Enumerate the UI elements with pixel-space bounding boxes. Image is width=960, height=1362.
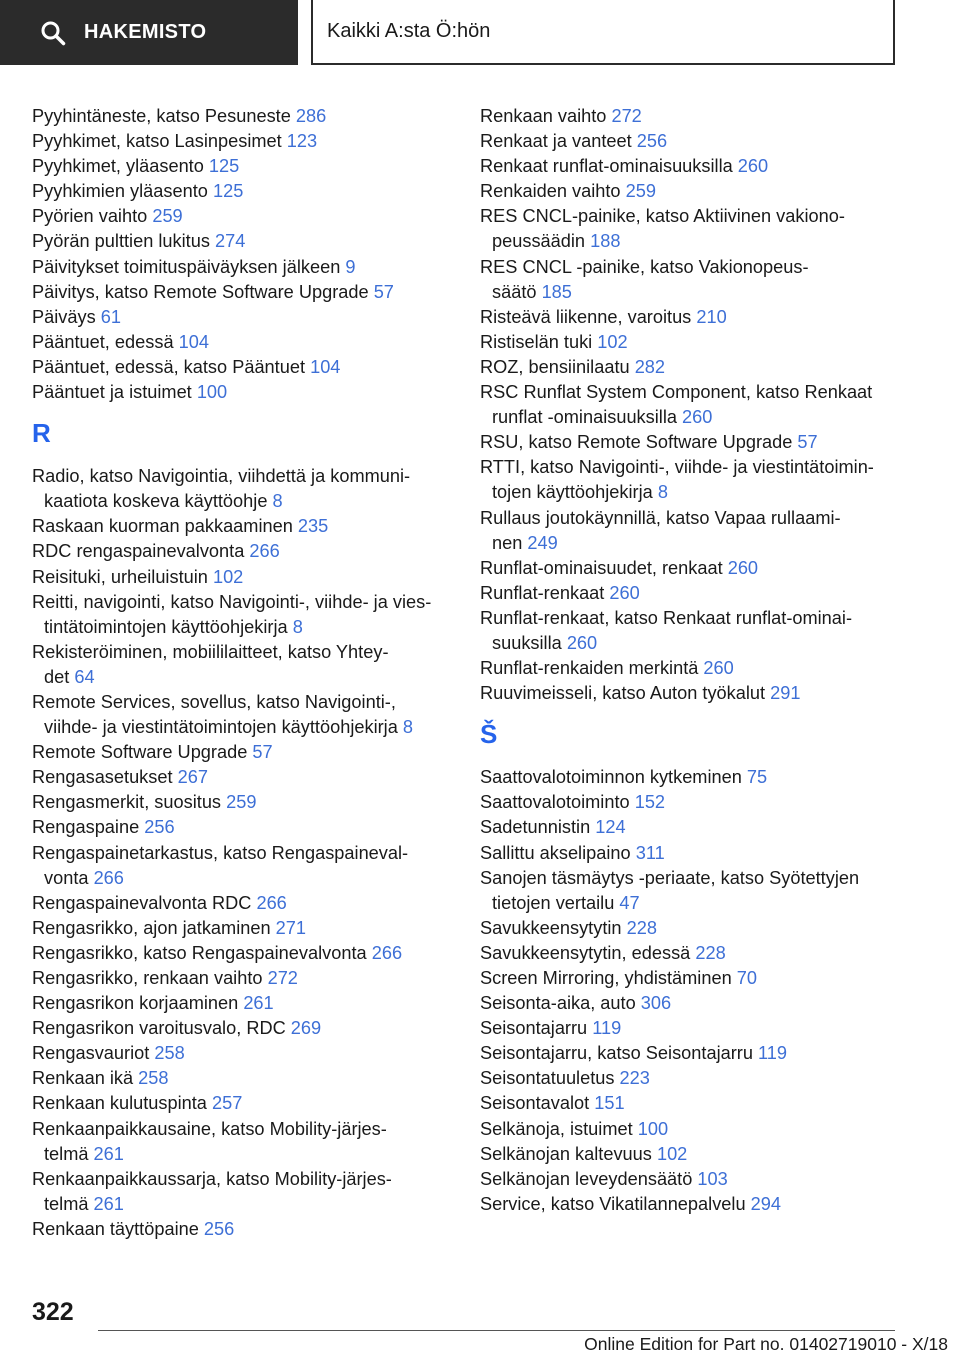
index-entry <box>32 690 452 740</box>
entry-text: Reisituki, urheiluistuin <box>32 566 208 587</box>
entry-text: Seisonta-aika, auto <box>480 993 636 1014</box>
index-entry <box>480 330 920 355</box>
entry-text: Renkaan kulutuspinta <box>32 1093 207 1114</box>
index-entry <box>32 1016 452 1041</box>
entry-text: Rengasvauriot <box>32 1043 150 1064</box>
index-entry <box>32 330 452 355</box>
entry-text: Runflat-renkaat, katso Renkaat runflat-ominai‐ <box>480 607 853 628</box>
entry-text: Rengasmerkit, suositus <box>32 792 222 813</box>
entry-text: Seisontatuuletus <box>480 1068 615 1089</box>
entry-text: Renkaat runflat-ominaisuuksilla <box>480 156 733 177</box>
entry-text: Rengaspainetarkastus, katso Rengaspaineval‐ <box>32 842 409 863</box>
page-reference-link[interactable]: 259 <box>152 206 183 227</box>
page-number: 322 <box>32 1298 74 1326</box>
index-entry <box>32 790 452 815</box>
index-entry <box>32 565 452 590</box>
index-entry <box>480 765 920 790</box>
entry-text: Runflat-ominaisuudet, renkaat <box>480 557 723 578</box>
index-entry <box>32 1167 452 1217</box>
page-reference-link[interactable]: 260 <box>703 658 734 679</box>
page-reference-link[interactable]: 272 <box>267 968 298 988</box>
index-entry <box>32 204 452 229</box>
entry-text: Päivitykset toimituspäiväyksen jälkeen <box>32 256 341 277</box>
index-entry <box>32 966 452 991</box>
page-reference-link[interactable]: 235 <box>297 516 329 537</box>
entry-text: Seisontajarru, katso Seisontajarru <box>480 1043 753 1064</box>
index-entry <box>480 556 920 581</box>
index-entry <box>480 1192 920 1217</box>
entry-text: Saattovalotoiminnon kytkeminen <box>480 767 742 788</box>
page-reference-link[interactable]: 185 <box>541 281 572 302</box>
index-entry <box>32 640 452 690</box>
index-entry <box>32 916 452 941</box>
index-entry <box>480 581 920 606</box>
index-entry <box>32 740 452 765</box>
entry-text: Rengaspaine <box>32 817 140 838</box>
entry-text: RDC rengaspainevalvonta <box>32 541 245 562</box>
entry-text: Selkänojan kaltevuus <box>480 1143 652 1164</box>
index-entry <box>32 765 452 790</box>
page-reference-link[interactable]: 258 <box>154 1043 185 1064</box>
page-reference-link[interactable]: 57 <box>373 281 394 302</box>
entry-text: peussäädin <box>492 231 586 252</box>
page-reference-link[interactable]: 64 <box>74 666 95 687</box>
page-reference-link[interactable]: 266 <box>249 541 280 562</box>
index-entry <box>480 815 920 840</box>
page-reference-link[interactable]: 286 <box>295 106 327 126</box>
entry-text: RTTI, katso Navigointi-, viihde- ja viestintätoimin‐ <box>480 457 874 478</box>
page-reference-link[interactable]: 256 <box>203 1218 235 1239</box>
index-entry <box>480 866 920 916</box>
index-entry <box>480 104 920 129</box>
index-entry <box>480 355 920 380</box>
page-reference-link[interactable]: 306 <box>640 993 672 1014</box>
index-entry <box>480 1066 920 1091</box>
section-letter: Š <box>480 719 498 750</box>
index-entry <box>480 966 920 991</box>
entry-text: Saattovalotoiminto <box>480 792 630 813</box>
page-reference-link[interactable]: 8 <box>657 482 668 503</box>
entry-list <box>480 104 920 706</box>
page-reference-link[interactable]: 261 <box>93 1193 124 1214</box>
index-entry <box>32 154 452 179</box>
index-entry <box>480 606 920 656</box>
index-entry <box>32 1066 452 1091</box>
page-reference-link[interactable]: 124 <box>595 817 626 838</box>
entry-text: Pyyhintäneste, katso Pesuneste <box>32 106 291 126</box>
page-reference-link[interactable]: 256 <box>144 817 175 838</box>
index-entry <box>480 1117 920 1142</box>
entry-list <box>32 464 452 1242</box>
page-reference-link[interactable]: 269 <box>290 1018 322 1039</box>
entry-text: telmä <box>44 1143 89 1164</box>
index-entry <box>480 841 920 866</box>
index-tab-button[interactable] <box>0 0 298 65</box>
page-reference-link[interactable]: 260 <box>566 632 598 653</box>
page-reference-link[interactable]: 70 <box>736 968 757 988</box>
page-reference-link[interactable]: 103 <box>697 1168 728 1189</box>
index-entry <box>32 1217 452 1242</box>
entry-text: suuksilla <box>492 632 562 653</box>
index-entry <box>480 1142 920 1167</box>
index-entry <box>32 464 452 514</box>
index-entry <box>480 380 920 430</box>
entry-text: Rengasrikko, katso Rengaspainevalvonta <box>32 942 367 963</box>
entry-text: Pääntuet ja istuimet <box>32 382 192 403</box>
index-entry <box>32 255 452 280</box>
index-entry <box>32 514 452 539</box>
index-entry <box>480 154 920 179</box>
page-reference-link[interactable]: 228 <box>626 917 657 938</box>
page-reference-link[interactable]: 261 <box>93 1143 124 1164</box>
index-entry <box>32 104 452 129</box>
page-reference-link[interactable]: 9 <box>345 256 356 277</box>
entry-text: nen <box>492 532 523 553</box>
page-reference-link[interactable]: 259 <box>625 181 656 202</box>
page-reference-link[interactable]: 100 <box>196 382 228 403</box>
entry-text: Rengasrikon varoitusvalo, RDC <box>32 1018 286 1039</box>
index-entry <box>480 790 920 815</box>
index-entry <box>32 280 452 305</box>
edition-note: Online Edition for Part no. 01402719010 - X/18 <box>584 1334 948 1354</box>
index-entry <box>480 129 920 154</box>
page-reference-link[interactable]: 104 <box>310 356 341 377</box>
entry-text: RSU, katso Remote Software Upgrade <box>480 432 793 453</box>
page-reference-link[interactable]: 8 <box>292 616 303 637</box>
index-entry <box>32 1117 452 1167</box>
entry-text: Runflat-renkaiden merkintä <box>480 658 699 679</box>
page-reference-link[interactable]: 104 <box>178 331 209 352</box>
page-reference-link[interactable]: 102 <box>597 331 628 352</box>
page-reference-link[interactable]: 249 <box>527 532 558 553</box>
entry-text: Sadetunnistin <box>480 817 591 838</box>
section-letter: R <box>32 418 51 449</box>
index-entry <box>480 255 920 305</box>
entry-text: Raskaan kuorman pakkaaminen <box>32 516 293 537</box>
index-entry <box>480 991 920 1016</box>
index-tab-label: HAKEMISTO <box>84 21 207 43</box>
index-entry <box>480 1091 920 1116</box>
page-reference-link[interactable]: 282 <box>634 356 666 377</box>
page-reference-link[interactable]: 75 <box>746 767 768 788</box>
entry-text: Rengasrikko, ajon jatkaminen <box>32 917 271 938</box>
page-reference-link[interactable]: 258 <box>138 1068 169 1089</box>
index-column-right <box>480 104 920 1217</box>
page-reference-link[interactable]: 261 <box>243 993 274 1014</box>
entry-text: Seisontajarru <box>480 1018 588 1039</box>
page-reference-link[interactable]: 223 <box>619 1068 650 1089</box>
entry-text: Sallittu akselipaino <box>480 842 631 863</box>
page-reference-link[interactable]: 294 <box>750 1193 781 1214</box>
index-entry <box>480 681 920 706</box>
page-reference-link[interactable]: 188 <box>590 231 621 252</box>
entry-text: Renkaanpaikkausaine, katso Mobility-järjes‐ <box>32 1118 387 1139</box>
page-reference-link[interactable]: 47 <box>619 892 640 913</box>
index-entry <box>32 229 452 254</box>
entry-text: Runflat-renkaat <box>480 582 605 603</box>
entry-text: säätö <box>492 281 537 302</box>
page-reference-link[interactable]: 119 <box>592 1018 622 1039</box>
page-reference-link[interactable]: 311 <box>635 842 665 863</box>
index-entry <box>32 179 452 204</box>
page-reference-link[interactable]: 8 <box>272 491 283 512</box>
entry-text: Rekisteröiminen, mobiililaitteet, katso Yhtey‐ <box>32 641 389 662</box>
entry-text: det <box>44 666 70 687</box>
entry-text: Savukkeensytytin, edessä <box>480 942 691 963</box>
entry-text: tojen käyttöohjekirja <box>492 482 653 503</box>
entry-text: Risteävä liikenne, varoitus <box>480 306 692 327</box>
section-title-tab[interactable] <box>311 0 895 65</box>
index-entry <box>32 380 452 405</box>
page-reference-link[interactable]: 57 <box>797 432 818 453</box>
page-reference-link[interactable]: 152 <box>634 792 666 813</box>
index-entry <box>480 305 920 330</box>
page-reference-link[interactable]: 267 <box>177 767 208 788</box>
page-reference-link[interactable]: 8 <box>402 717 414 738</box>
page-reference-link[interactable]: 256 <box>636 131 668 152</box>
index-entry <box>32 1091 452 1116</box>
search-icon <box>40 20 66 46</box>
page-reference-link[interactable]: 266 <box>371 942 403 963</box>
entry-text: Päivitys, katso Remote Software Upgrade <box>32 281 369 302</box>
index-entry <box>32 539 452 564</box>
section-title-label: Kaikki A:sta Ö:hön <box>327 20 491 42</box>
entry-text: Selkänojan leveydensäätö <box>480 1168 693 1189</box>
index-entry <box>32 891 452 916</box>
page-reference-link[interactable]: 100 <box>637 1118 669 1139</box>
index-entry <box>480 1041 920 1066</box>
page-reference-link[interactable]: 260 <box>737 156 769 177</box>
index-entry <box>32 305 452 330</box>
entry-text: Pyyhkimet, yläasento <box>32 156 204 177</box>
index-entry <box>480 1167 920 1192</box>
index-entry <box>480 430 920 455</box>
entry-text: RES CNCL-painike, katso Aktiivinen vakiono‐ <box>480 206 845 227</box>
entry-text: tietojen vertailu <box>492 892 615 913</box>
index-entry <box>480 1016 920 1041</box>
page-reference-link[interactable]: 266 <box>93 867 124 888</box>
entry-text: Renkaan vaihto <box>480 106 607 126</box>
entry-text: Rullaus joutokäynnillä, katso Vapaa rullaami‐ <box>480 507 841 528</box>
page-reference-link[interactable]: 151 <box>594 1093 625 1114</box>
entry-text: Rengaspainevalvonta RDC <box>32 892 252 913</box>
entry-text: RES CNCL -painike, katso Vakionopeus‐ <box>480 256 809 277</box>
index-column-left <box>32 104 452 1242</box>
page-reference-link[interactable]: 228 <box>695 942 726 963</box>
page-reference-link[interactable]: 257 <box>211 1093 243 1114</box>
page-reference-link[interactable]: 271 <box>275 917 307 938</box>
entry-text: Renkaat ja vanteet <box>480 131 632 152</box>
page-reference-link[interactable]: 260 <box>727 557 759 578</box>
index-entry <box>32 1041 452 1066</box>
footer-divider <box>98 1330 895 1331</box>
entry-text: Pyörän pulttien lukitus <box>32 231 210 252</box>
page-reference-link[interactable]: 266 <box>256 892 287 913</box>
entry-text: viihde- ja viestintätoimintojen käyttöohjekirja <box>44 717 398 738</box>
entry-text: Pääntuet, edessä, katso Pääntuet <box>32 356 306 377</box>
entry-list <box>480 765 920 1217</box>
entry-text: Sanojen täsmäytys -periaate, katso Syötettyjen <box>480 867 860 888</box>
entry-text: Remote Software Upgrade <box>32 742 248 763</box>
entry-text: Remote Services, sovellus, katso Navigointi-, <box>32 691 396 712</box>
entry-text: Pääntuet, edessä <box>32 331 174 352</box>
page-reference-link[interactable]: 125 <box>208 156 240 177</box>
page-reference-link[interactable]: 125 <box>212 181 244 202</box>
entry-text: vonta <box>44 867 89 888</box>
entry-text: Ristiselän tuki <box>480 331 593 352</box>
entry-text: Renkaan ikä <box>32 1068 134 1089</box>
page-reference-link[interactable]: 102 <box>212 566 244 587</box>
entry-text: Service, katso Vikatilannepalvelu <box>480 1193 746 1214</box>
page-reference-link[interactable]: 123 <box>286 131 318 152</box>
entry-text: Pyörien vaihto <box>32 206 148 227</box>
entry-text: Reitti, navigointi, katso Navigointi-, viihde- ja vies‐ <box>32 591 432 612</box>
entry-text: Rengasrikko, renkaan vaihto <box>32 968 263 988</box>
page-reference-link[interactable]: 119 <box>758 1043 788 1064</box>
index-entry <box>32 841 452 891</box>
index-entry <box>480 204 920 254</box>
page-reference-link[interactable]: 61 <box>100 306 121 327</box>
page-reference-link[interactable]: 260 <box>682 407 713 428</box>
entry-text: tintätoimintojen käyttöohjekirja <box>44 616 288 637</box>
entry-list <box>32 104 452 405</box>
index-entry <box>32 355 452 380</box>
page-reference-link[interactable]: 210 <box>696 306 727 327</box>
entry-text: RSC Runflat System Component, katso Renkaat <box>480 382 873 403</box>
entry-text: Pyyhkimet, katso Lasinpesimet <box>32 131 282 152</box>
page-reference-link[interactable]: 291 <box>770 683 801 704</box>
index-entry <box>480 179 920 204</box>
entry-text: Renkaan täyttöpaine <box>32 1218 199 1239</box>
entry-text: Pyyhkimien yläasento <box>32 181 208 202</box>
page-reference-link[interactable]: 272 <box>611 106 642 126</box>
index-entry <box>32 991 452 1016</box>
index-entry <box>480 916 920 941</box>
page-reference-link[interactable]: 259 <box>226 792 257 813</box>
index-entry <box>480 506 920 556</box>
entry-text: runflat -ominaisuuksilla <box>492 407 677 428</box>
entry-text: kaatiota koskeva käyttöohje <box>44 491 268 512</box>
index-entry <box>480 941 920 966</box>
entry-text: telmä <box>44 1193 89 1214</box>
page-reference-link[interactable]: 57 <box>252 742 273 763</box>
entry-text: Rengasasetukset <box>32 767 173 788</box>
entry-text: Päiväys <box>32 306 96 327</box>
index-entry <box>32 815 452 840</box>
entry-text: Screen Mirroring, yhdistäminen <box>480 968 732 988</box>
index-entry <box>480 656 920 681</box>
index-entry <box>480 455 920 505</box>
entry-text: Rengasrikon korjaaminen <box>32 993 239 1014</box>
page-reference-link[interactable]: 102 <box>656 1143 688 1164</box>
entry-text: Seisontavalot <box>480 1093 590 1114</box>
index-entry <box>32 941 452 966</box>
index-entry <box>32 129 452 154</box>
page-reference-link[interactable]: 274 <box>215 231 246 252</box>
index-entry <box>32 590 452 640</box>
page-reference-link[interactable]: 260 <box>609 582 640 603</box>
entry-text: Ruuvimeisseli, katso Auton työkalut <box>480 683 766 704</box>
entry-text: Savukkeensytytin <box>480 917 622 938</box>
entry-text: Renkaanpaikkaussarja, katso Mobility-järjes‐ <box>32 1168 392 1189</box>
entry-text: Radio, katso Navigointia, viihdettä ja kommuni‐ <box>32 466 411 487</box>
entry-text: Selkänoja, istuimet <box>480 1118 633 1139</box>
entry-text: ROZ, bensiinilaatu <box>480 356 630 377</box>
entry-text: Renkaiden vaihto <box>480 181 621 202</box>
